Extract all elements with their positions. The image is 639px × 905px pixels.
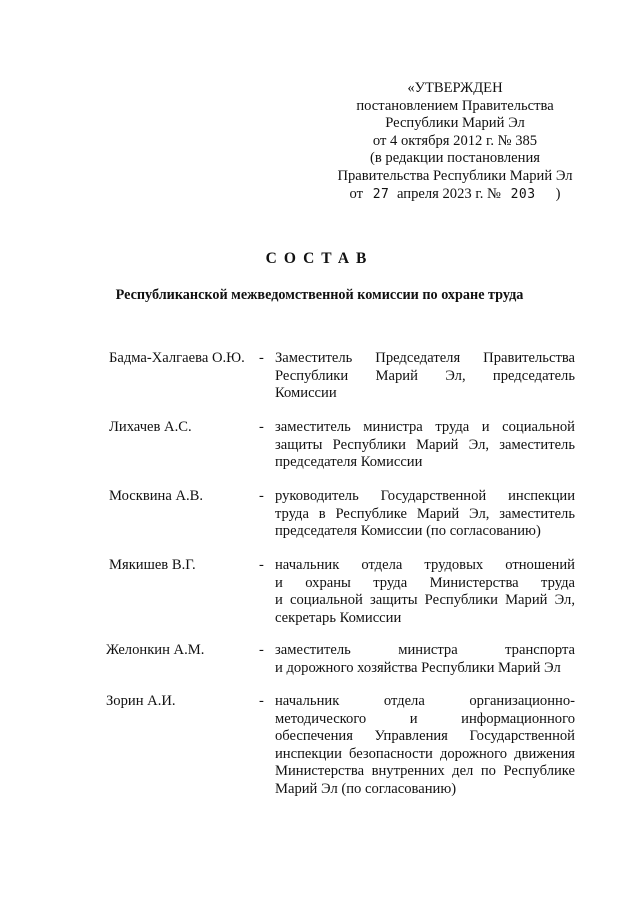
- member-dash: -: [259, 419, 264, 435]
- member-role: [275, 693, 575, 798]
- member-dash: -: [259, 642, 264, 658]
- member-name: Бадма-Халгаева О.Ю.: [109, 350, 245, 366]
- member-role-line: начальник отдела трудовых отношений: [275, 557, 575, 573]
- member-role-line: руководитель Государственной инспекции: [275, 488, 575, 504]
- member-role-line: инспекции безопасности дорожного движения: [275, 745, 575, 762]
- amendment-number: 203: [510, 186, 536, 202]
- approval-line-1: «УТВЕРЖДЕН: [407, 80, 503, 96]
- member-role-line: защиты Республики Марий Эл, заместитель: [275, 436, 575, 453]
- approval-line-2: постановлением Правительства: [356, 97, 554, 114]
- member-dash: -: [259, 488, 264, 504]
- member-role-line: заместитель министра транспорта: [275, 642, 575, 658]
- approval-line-4: от 4 октября 2012 г. № 385: [372, 132, 538, 149]
- member-role: [275, 642, 575, 677]
- member-name: Зорин А.И.: [106, 693, 176, 709]
- member-role-line: труда в Республике Марий Эл, заместитель: [275, 505, 575, 522]
- member-role-line: и дорожного хозяйства Республики Марий Эл: [275, 659, 561, 676]
- member-role-line: Марий Эл (по согласованию): [275, 780, 457, 797]
- member-role-line: председателя Комиссии (по согласованию): [275, 523, 541, 539]
- document-title: СОСТАВ: [265, 250, 374, 267]
- amendment-close-paren: ): [555, 185, 561, 202]
- member-role-line: обеспечения Управления Государственной: [275, 728, 575, 744]
- member-dash: -: [259, 350, 264, 366]
- approval-line-3: Республики Марий Эл: [385, 115, 525, 132]
- member-role-line: начальник отдела организационно-: [275, 693, 575, 709]
- member-role-line: Республики Марий Эл, председатель: [275, 367, 575, 384]
- member-role: [275, 557, 575, 627]
- member-dash: -: [259, 693, 264, 709]
- member-role-line: методического и информационного: [275, 710, 575, 727]
- member-role: [275, 350, 575, 403]
- approval-line-6: Правительства Республики Марий Эл: [337, 167, 573, 184]
- member-name: Желонкин А.М.: [106, 642, 205, 658]
- document-subtitle: Республиканской межведомственной комиссии по охране труда: [115, 287, 524, 303]
- member-role-line: и социальной защиты Республики Марий Эл,: [275, 592, 575, 608]
- member-name: Мякишев В.Г.: [109, 557, 196, 573]
- member-name: Лихачев А.С.: [109, 419, 192, 435]
- member-role-line: Заместитель Председателя Правительства: [275, 350, 575, 366]
- member-role: [275, 488, 575, 541]
- member-role-line: секретарь Комиссии: [275, 609, 402, 626]
- member-role-line: Министерства внутренних дел по Республике: [275, 763, 575, 779]
- member-role-line: председателя Комиссии: [275, 454, 423, 470]
- member-role-line: и охраны труда Министерства труда: [275, 574, 575, 591]
- approval-line-5: (в редакции постановления: [370, 150, 540, 167]
- member-role-line: Комиссии: [275, 385, 337, 401]
- amendment-day: 27: [372, 186, 390, 202]
- amendment-date-prefix: от: [349, 185, 364, 202]
- member-dash: -: [259, 557, 264, 573]
- amendment-date-middle: апреля 2023 г. №: [397, 185, 501, 202]
- member-role: [275, 419, 575, 472]
- member-name: Москвина А.В.: [109, 488, 204, 504]
- member-role-line: заместитель министра труда и социальной: [275, 419, 575, 435]
